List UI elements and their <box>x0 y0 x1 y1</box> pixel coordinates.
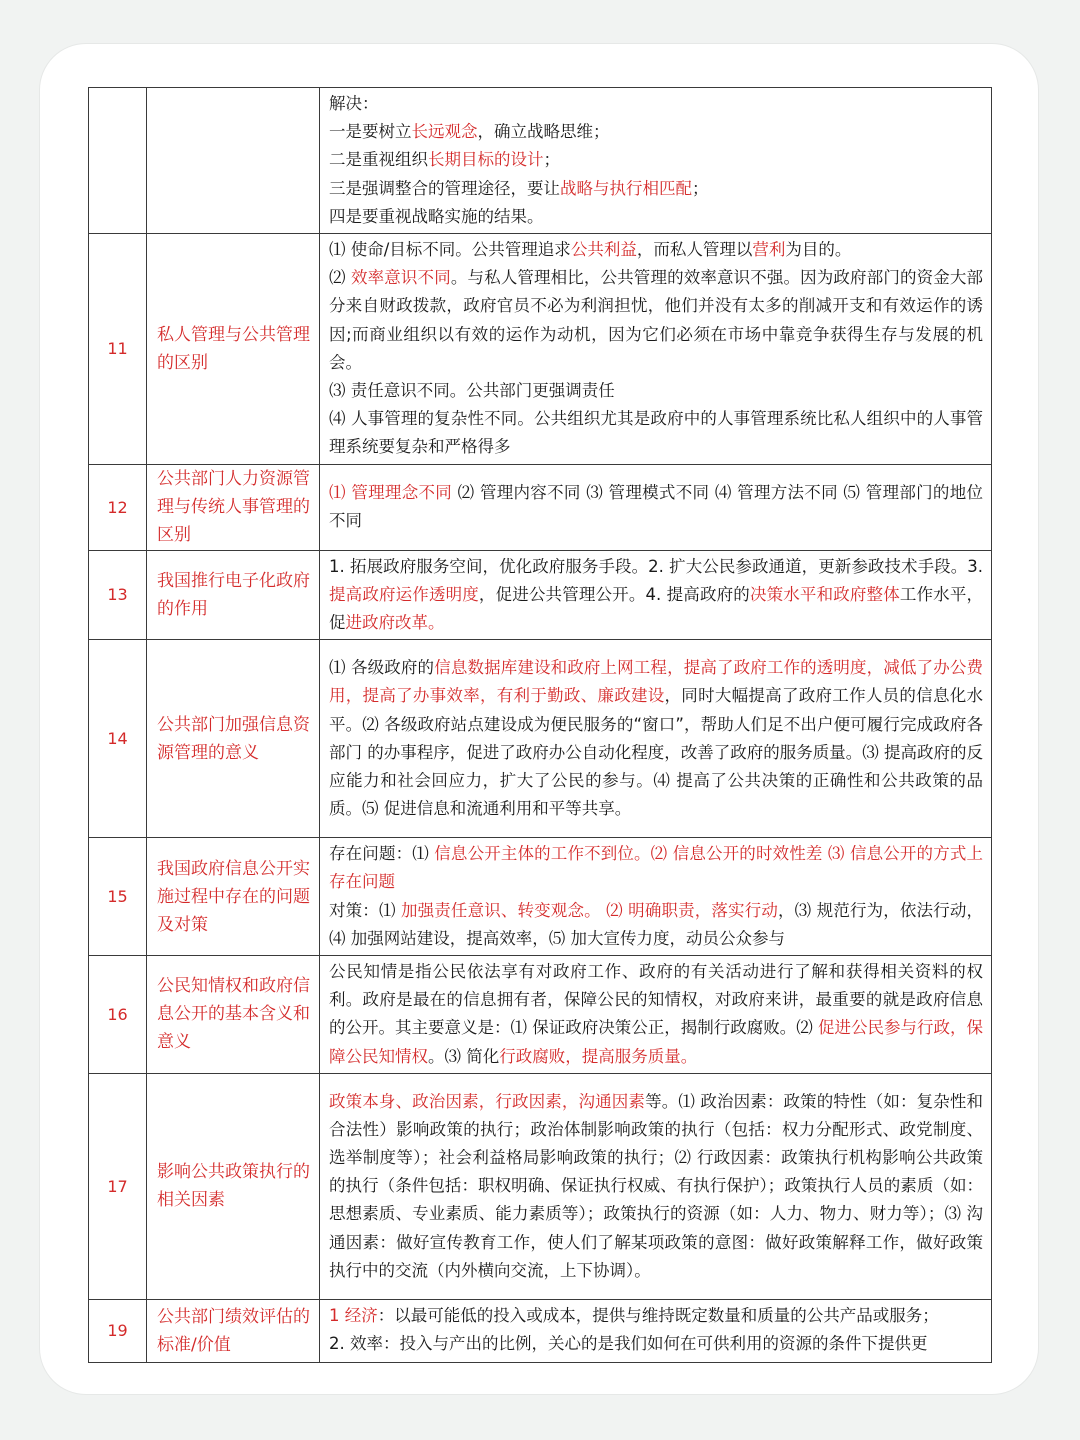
row-content <box>320 234 992 465</box>
table-row <box>89 1299 992 1362</box>
body-text: ⑴ 使命/目标不同。公共管理追求 <box>329 240 571 260</box>
content-line <box>329 897 983 953</box>
highlight-text: 信息数据库建设和政府上网工程，提高了政府工作的透明度，减低了办公费用，提高了办事效率，有利于勤政、廉政建设 <box>329 658 983 706</box>
highlight-text: 长期目标的设计 <box>428 150 544 170</box>
row-topic: 公民知情权和政府信息公开的基本含义和意义 <box>147 956 320 1074</box>
highlight-text: 进政府改革。 <box>345 613 445 633</box>
body-text: 四是要重视战略实施的结果。 <box>329 206 544 226</box>
content-line <box>329 236 983 264</box>
row-number: 14 <box>89 640 147 838</box>
content-line <box>329 175 983 203</box>
table-row <box>89 464 992 550</box>
highlight-text: 1 经济 <box>329 1305 378 1325</box>
row-topic: 影响公共政策执行的相关因素 <box>147 1073 320 1299</box>
body-text: 1. 拓展政府服务空间，优化政府服务手段。2. 扩大公民参政通道，更新参政技术手段。3. <box>329 556 983 576</box>
row-number: 19 <box>89 1299 147 1362</box>
body-text: 存在问题：⑴ <box>329 844 435 864</box>
row-topic: 公共部门加强信息资源管理的意义 <box>147 640 320 838</box>
body-text: 工作水平，促 <box>329 584 983 633</box>
body-text: 公民知情是指公民依法享有对政府工作、政府的有关活动进行了解和获得相关资料的权利。政府是最在的信息拥有者，保障公民的知情权，对政府来讲，最重要的就是政府信息的公开。其主要意义是：⑴ 保证政府决策公正，揭制行政腐败。⑵ <box>329 962 983 1038</box>
body-text: 三是强调整合的管理途径，要让 <box>329 178 560 198</box>
body-text: ，而私人管理以 <box>636 240 753 260</box>
highlight-text: 决策水平和政府整体 <box>749 584 900 604</box>
body-text: 为目的。 <box>785 240 852 260</box>
row-content <box>320 1073 992 1299</box>
body-text: 。⑶ 简化 <box>428 1046 500 1066</box>
row-number: 13 <box>89 550 147 640</box>
highlight-text: 公共利益 <box>570 240 637 260</box>
body-text: ：以最可能低的投入或成本，提供与维持既定数量和质量的公共产品或服务； <box>377 1305 939 1325</box>
highlight-text: 提高政府运作透明度 <box>329 584 479 604</box>
body-text: 解决： <box>329 94 379 113</box>
body-text: ⑷ 人事管理的复杂性不同。公共组织尤其是政府中的人事管理系统比私人组织中的人事管理系统要复杂和严格得多 <box>329 409 983 457</box>
content-line <box>329 479 983 535</box>
row-topic: 我国推行电子化政府的作用 <box>147 550 320 640</box>
content-line <box>329 958 983 1071</box>
body-text: ⑴ 各级政府的 <box>329 658 435 678</box>
row-content <box>320 838 992 956</box>
row-number <box>89 88 147 234</box>
content-line <box>329 405 983 461</box>
body-text: ，⑶ 规范行为，依法行动，⑷ 加强网站建设，提高效率，⑸ 加大宣传力度，动员公众参与 <box>329 900 984 948</box>
body-text: ，促进公共管理公开。4. 提高政府的 <box>478 584 750 604</box>
highlight-text: 长远观念 <box>411 122 478 142</box>
content-line <box>329 553 983 638</box>
body-text: 等。⑴ 政治因素：政策的特性（如：复杂性和合法性）影响政策的执行；政治体制影响政策的执行（包括：权力分配形式、政党制度、选举制度等）；社会利益格局影响政策的执行；⑵ 行政因素：政策执行机构影响公共政策的执行（条件包括：职权明确、保证执行权威、有执行保护）；政策执行人员的素质（如：思想素质、专业素质、能力素质等）；政策执行的资源（如：人力、物力、财力等）；⑶ 沟通因素：做好宣传教育工作，使人们了解某项政策的意图：做好政策解释工作，做好政策执行中的交流（内外横向交流，上下协调）。 <box>329 1091 983 1280</box>
highlight-text: 政策本身、政治因素，行政因素，沟通因素 <box>329 1091 646 1111</box>
body-text: 一是要树立 <box>329 122 412 142</box>
row-topic: 我国政府信息公开实施过程中存在的问题及对策 <box>147 838 320 956</box>
content-line <box>329 146 983 174</box>
row-content <box>320 956 992 1074</box>
row-content <box>320 464 992 550</box>
table-row <box>89 640 992 838</box>
row-topic: 公共部门人力资源管理与传统人事管理的区别 <box>147 464 320 550</box>
body-text: ； <box>692 178 709 198</box>
highlight-text: 战略与执行相匹配 <box>560 178 692 198</box>
body-text: ，同时大幅提高了政府工作人员的信息化水平。⑵ 各级政府站点建设成为便民服务的“窗口”，帮助人们足不出户便可履行完成政府各部门 的办事程序，促进了政府办公自动化程度，改善了政府的服务质量。⑶ 提高政府的反应能力和社会回应力，扩大了公民的参与。⑷ 提高了公共决策的正确性和公共政策的品质。⑸ 促进信息和流通利用和平等共享。 <box>329 686 984 819</box>
table-row <box>89 88 992 234</box>
highlight-text: 加强责任意识、转变观念。 ⑵ 明确职责，落实行动 <box>400 900 778 920</box>
row-topic: 私人管理与公共管理的区别 <box>147 234 320 465</box>
row-content <box>320 550 992 640</box>
content-line <box>329 840 983 896</box>
body-text: 2. 效率：投入与产出的比例，关心的是我们如何在可供利用的资源的条件下提供更 <box>329 1334 928 1354</box>
content-line <box>329 90 983 118</box>
row-number: 17 <box>89 1073 147 1299</box>
body-text: 。与私人管理相比，公共管理的效率意识不强。因为政府部门的资金大部分来自财政拨款，政府官员不必为利润担忧，他们并没有太多的削减开支和有效运作的诱因;而商业组织以有效的运作为动机，因为它们必须在市场中靠竞争获得生存与发展的机会。 <box>329 268 984 372</box>
row-number: 12 <box>89 464 147 550</box>
row-content <box>320 1299 992 1362</box>
table-row <box>89 956 992 1074</box>
row-topic: 公共部门绩效评估的标准/价值 <box>147 1299 320 1362</box>
row-number: 15 <box>89 838 147 956</box>
highlight-text: ⑴ 管理理念不同 <box>329 482 453 502</box>
content-line <box>329 1302 983 1330</box>
body-text: ⑵ <box>329 268 352 288</box>
notes-table <box>88 87 992 1363</box>
row-content <box>320 88 992 234</box>
highlight-text: 营利 <box>752 240 786 260</box>
highlight-text: 信息公开主体的工作不到位。⑵ 信息公开的时效性差 ⑶ 信息公开的方式上存在问题 <box>329 844 983 892</box>
table-row <box>89 1073 992 1299</box>
highlight-text: 效率意识不同 <box>351 268 451 288</box>
body-text: 二是重视组织 <box>329 150 428 170</box>
body-text: ； <box>543 150 560 170</box>
highlight-text: 促进公民参与行政，保障公民知情权 <box>329 1018 983 1066</box>
body-text: ，确立战略思维； <box>477 122 610 142</box>
row-content-clip <box>329 1302 983 1360</box>
content-line <box>329 1330 983 1358</box>
content-line <box>329 118 983 146</box>
content-line <box>329 377 983 405</box>
highlight-text: 行政腐败，提高服务质量。 <box>499 1046 698 1066</box>
row-content <box>320 640 992 838</box>
body-text: ⑵ 管理内容不同 ⑶ 管理模式不同 ⑷ 管理方法不同 ⑸ 管理部门的地位不同 <box>329 482 983 531</box>
body-text: ⑶ 责任意识不同。公共部门更强调责任 <box>329 381 615 401</box>
content-line <box>329 203 983 231</box>
content-line <box>329 264 983 377</box>
table-row <box>89 838 992 956</box>
body-text: 对策：⑴ <box>329 900 401 920</box>
content-line <box>329 654 983 823</box>
content-line <box>329 1088 983 1285</box>
row-number: 11 <box>89 234 147 465</box>
row-topic <box>147 88 320 234</box>
table-row <box>89 234 992 465</box>
row-number: 16 <box>89 956 147 1074</box>
table-row <box>89 550 992 640</box>
